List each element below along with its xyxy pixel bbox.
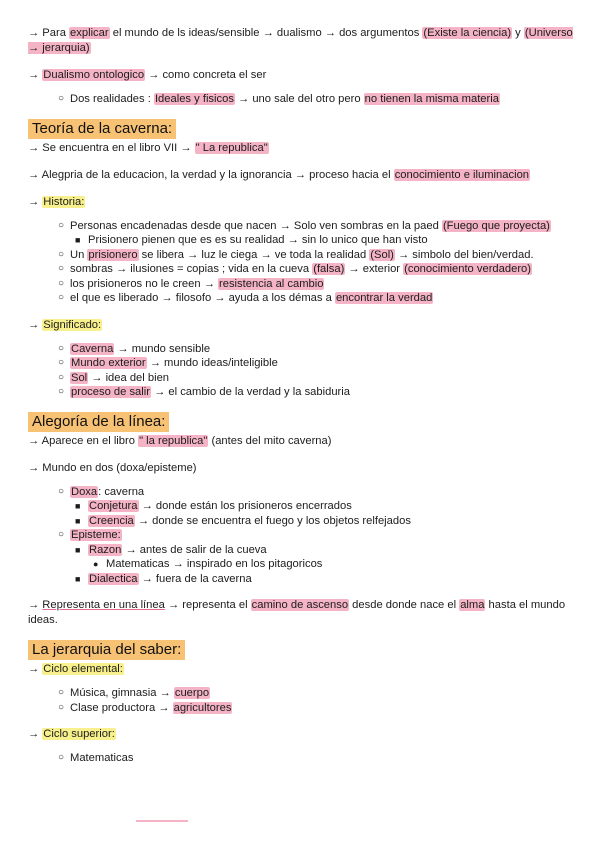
paragraph xyxy=(28,141,580,156)
bullet-icon: ○ xyxy=(58,357,65,368)
text: Personas encadenadas desde que nacen → Solo ven sombras en la paed xyxy=(70,219,442,232)
bullet-icon: ○ xyxy=(58,687,65,698)
list-item xyxy=(28,485,580,500)
highlight-pink: camino de ascenso xyxy=(251,599,349,611)
text: → idea del bien xyxy=(88,371,170,384)
bullet-icon: ■ xyxy=(75,515,81,526)
text: hasta el mundo ideas. xyxy=(28,599,566,626)
list-item xyxy=(28,92,580,107)
text: desde donde nace el xyxy=(349,599,460,611)
highlight-pink: (falsa) xyxy=(313,263,345,275)
text: sombras → ilusiones = copias ; vida en la cueva xyxy=(70,263,313,275)
highlight-pink: no tienen la misma materia xyxy=(364,93,499,105)
paragraph xyxy=(28,26,580,56)
bullet-icon: ○ xyxy=(58,292,65,303)
highlight-pink: Episteme: xyxy=(71,529,121,541)
text: → antes de salir de la cueva xyxy=(122,543,267,556)
paragraph xyxy=(28,598,580,628)
paragraph xyxy=(28,727,580,742)
highlight-pink: Sol xyxy=(71,371,88,384)
text: se libera → luz le ciega → ve toda la realidad xyxy=(138,248,370,261)
text: Matematicas xyxy=(70,752,134,764)
highlight-pink: Mundo exterior xyxy=(71,357,146,369)
highlight-yellow: Ciclo elemental: xyxy=(43,663,123,675)
highlight-pink: conocimiento e iluminacion xyxy=(394,168,530,181)
text: La jerarquia del saber: xyxy=(32,641,182,658)
list-item xyxy=(28,557,580,572)
section-heading xyxy=(28,412,169,432)
bullet-icon: ■ xyxy=(75,235,81,245)
text: Dos realidades : xyxy=(70,93,154,105)
paragraph xyxy=(28,461,580,476)
bullet-icon: ■ xyxy=(75,501,81,511)
text: → mundo ideas/inteligible xyxy=(146,357,278,369)
list-item xyxy=(28,499,580,514)
section-heading-row xyxy=(28,400,580,434)
text: → como concreta el ser xyxy=(145,69,267,81)
bullet-icon: ○ xyxy=(58,277,65,289)
paragraph xyxy=(28,434,580,449)
list-item xyxy=(28,686,580,701)
highlight-pink: explicar xyxy=(70,27,109,39)
text: Prisionero pienen que es es su realidad → sin lo unico que han visto xyxy=(88,234,428,246)
highlight-pink: " la republica" xyxy=(139,434,208,447)
bullet-icon: ○ xyxy=(58,485,65,497)
bullet-icon: ○ xyxy=(58,248,65,260)
highlight-pink: Dualismo ontologico xyxy=(43,69,145,81)
list-item xyxy=(28,248,580,263)
text: Matematicas → inspirado en los pitagoricos xyxy=(106,558,323,570)
highlight-pink: Creencia xyxy=(89,514,134,527)
highlight-pink: Ideales y fisicos xyxy=(154,93,234,105)
list-item xyxy=(28,277,580,292)
highlight-pink: (Universo → jerarquia) xyxy=(28,27,573,54)
list-item xyxy=(28,342,580,357)
text: : caverna xyxy=(98,485,145,498)
highlight-pink: agricultores xyxy=(173,701,232,714)
paragraph xyxy=(28,662,580,677)
text: los prisioneros no le creen → xyxy=(70,277,218,290)
text: → Para xyxy=(28,27,70,39)
section-heading-row xyxy=(28,628,580,662)
list-item xyxy=(28,356,580,371)
text: Teoría de la caverna: xyxy=(32,119,173,137)
bullet-icon: ○ xyxy=(58,263,65,274)
text: → xyxy=(28,599,43,611)
highlight-pink: (conocimiento verdadero) xyxy=(404,263,531,275)
text: → simbolo del bien/verdad. xyxy=(394,248,534,261)
highlight-pink: Dialectica xyxy=(89,572,138,585)
text: Un xyxy=(70,248,88,261)
text: → donde se encuentra el fuego y los objetos relfejados xyxy=(134,514,411,527)
highlight-pink: resistencia al cambio xyxy=(219,277,324,290)
bullet-icon: ○ xyxy=(58,219,65,231)
text: → Se encuentra en el libro VII → xyxy=(28,141,195,154)
text: Alegoría de la línea: xyxy=(32,412,166,430)
notes-document xyxy=(28,26,580,766)
highlight-pink: (Existe la ciencia) xyxy=(423,27,512,39)
list-item xyxy=(28,262,580,277)
highlight-pink: prisionero xyxy=(88,248,138,261)
list-item xyxy=(28,701,580,716)
list-item xyxy=(28,528,580,543)
highlight-pink: proceso de salir xyxy=(71,386,150,398)
text: → exterior xyxy=(345,263,404,275)
section-heading-row xyxy=(28,107,580,141)
highlight-pink: (Sol) xyxy=(370,248,394,261)
text: → xyxy=(28,728,43,740)
bullet-icon: ○ xyxy=(58,386,65,397)
highlight-yellow: Ciclo superior: xyxy=(43,728,115,740)
text: → el cambio de la verdad y la sabiduria xyxy=(150,386,350,398)
bullet-icon: ○ xyxy=(58,752,65,763)
text: → xyxy=(28,318,43,331)
text: → Alegpria de la educacion, la verdad y la ignorancia → proceso hacia el xyxy=(28,168,394,181)
highlight-pink: Doxa xyxy=(71,485,98,498)
text: Música, gimnasia → xyxy=(70,687,174,699)
list-item xyxy=(28,751,580,766)
text: → Aparece en el libro xyxy=(28,434,139,447)
underlined-text: Representa en una línea xyxy=(42,599,165,611)
list-item xyxy=(28,233,580,248)
highlight-pink: " La republica" xyxy=(195,141,268,154)
highlight-pink: (Fuego que proyecta) xyxy=(442,219,550,232)
highlight-pink: cuerpo xyxy=(174,687,210,699)
text: → xyxy=(28,663,43,675)
text: → fuera de la caverna xyxy=(138,572,252,585)
highlight-pink: encontrar la verdad xyxy=(335,292,433,304)
text: y xyxy=(512,27,524,39)
section-heading xyxy=(28,640,185,660)
list-item xyxy=(28,572,580,587)
text: (antes del mito caverna) xyxy=(208,434,332,447)
list-item xyxy=(28,543,580,558)
bullet-icon: ○ xyxy=(58,701,65,713)
paragraph xyxy=(28,68,580,83)
highlight-yellow: Historia: xyxy=(43,195,85,208)
text: el que es liberado → filosofo → ayuda a los démas a xyxy=(70,292,335,304)
bullet-icon: ○ xyxy=(58,529,65,540)
list-item xyxy=(28,371,580,386)
text: → xyxy=(28,195,43,208)
bullet-icon: ● xyxy=(93,559,99,569)
highlight-fragment xyxy=(136,820,188,822)
section-heading xyxy=(28,119,176,139)
text: → donde están los prisioneros encerrados xyxy=(138,500,352,512)
text: Clase productora → xyxy=(70,701,173,714)
text: → Mundo en dos (doxa/episteme) xyxy=(28,461,197,474)
bullet-icon: ○ xyxy=(58,342,65,354)
highlight-pink: alma xyxy=(460,599,485,611)
paragraph xyxy=(28,318,580,333)
bullet-icon: ○ xyxy=(58,93,65,104)
highlight-pink: Caverna xyxy=(71,342,114,355)
highlight-pink: Conjetura xyxy=(89,500,138,512)
list-item xyxy=(28,219,580,234)
list-item xyxy=(28,385,580,400)
bullet-icon: ■ xyxy=(75,573,81,584)
highlight-pink: Razon xyxy=(89,543,122,556)
list-item xyxy=(28,514,580,529)
list-item xyxy=(28,291,580,306)
text: → representa el xyxy=(164,599,251,611)
bullet-icon: ■ xyxy=(75,544,81,555)
paragraph xyxy=(28,195,580,210)
bullet-icon: ○ xyxy=(58,371,65,383)
text: el mundo de ls ideas/sensible → dualismo → dos argumentos xyxy=(109,27,423,39)
paragraph xyxy=(28,168,580,183)
text: → xyxy=(28,69,43,81)
text: → mundo sensible xyxy=(114,342,211,355)
text: → uno sale del otro pero xyxy=(234,93,364,105)
highlight-yellow: Significado: xyxy=(43,318,102,331)
